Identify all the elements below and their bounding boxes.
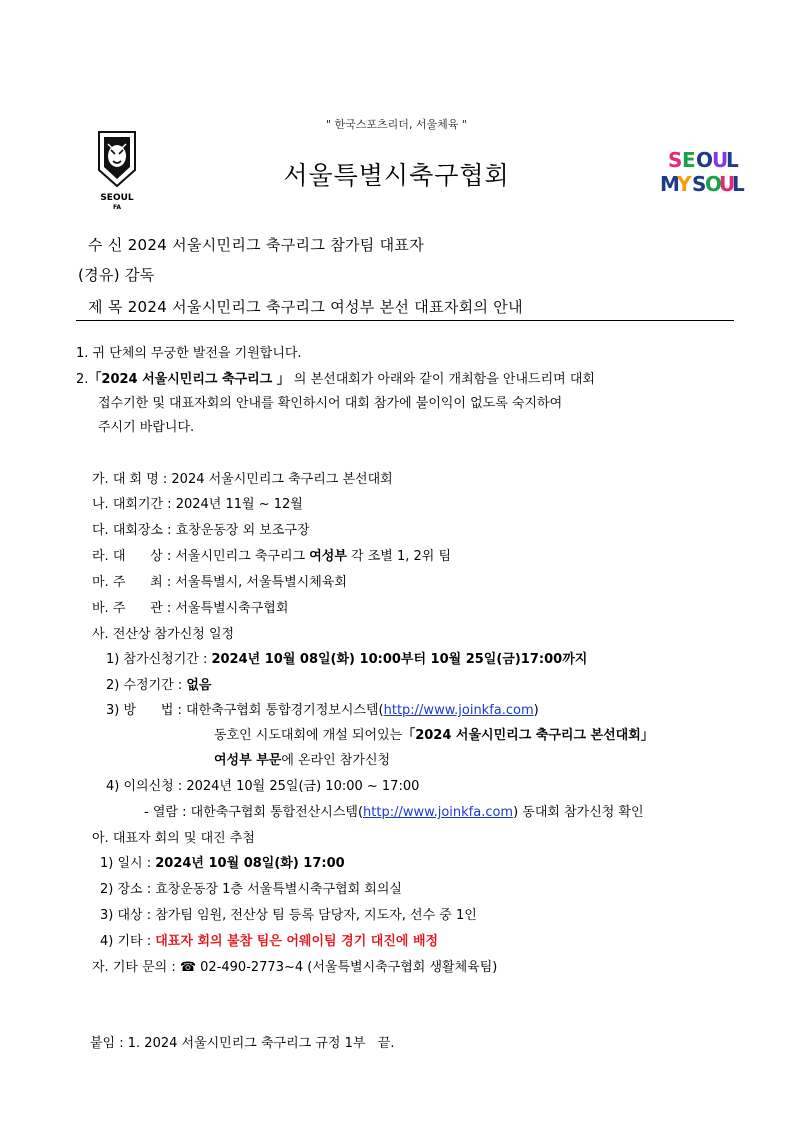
svg-text:L: L <box>726 148 739 172</box>
item-a4-label: 4) 기타 : <box>100 934 156 949</box>
item-ra-bold: 여성부 <box>309 549 347 564</box>
intro-p2-rest: 의 본선대회가 아래와 같이 개최함을 안내드리며 대회 <box>293 372 595 387</box>
item-da: 다. 대회장소 : 효창운동장 외 보조구장 <box>92 523 310 538</box>
svg-text:E: E <box>682 148 696 172</box>
item-ra <box>92 545 451 564</box>
svg-text:S: S <box>692 172 707 196</box>
svg-text:U: U <box>712 148 729 172</box>
item-a4-value: 대표자 회의 불참 팀은 어웨이팀 경기 대진에 배정 <box>155 934 439 949</box>
item-ja: 자. 기타 문의 : ☎ 02-490-2773~4 (서울특별시축구협회 생활체육팀) <box>92 960 498 975</box>
logo-text-bottom: FA <box>112 204 122 211</box>
slogan: " 한국스포츠리더, 서울체육 " <box>326 118 467 131</box>
item-sa3 <box>106 699 539 718</box>
intro-p2-line3: 주시기 바랍니다. <box>98 420 195 435</box>
intro-p2-prefix: 2. <box>76 372 89 387</box>
item-sa2-value: 없음 <box>186 678 212 693</box>
org-title: 서울특별시축구협회 <box>283 161 510 190</box>
seoul-my-soul-logo <box>660 147 745 196</box>
recipient-line: 수 신 2024 서울시민리그 축구리그 참가팀 대표자 <box>88 236 425 254</box>
svg-text:S: S <box>668 148 683 172</box>
item-ba: 바. 주 관 : 서울특별시축구협회 <box>92 601 289 616</box>
item-a: 아. 대표자 회의 및 대진 추첨 <box>92 831 255 846</box>
item-sa4-sub <box>144 801 644 820</box>
svg-text:L: L <box>732 172 745 196</box>
svg-text:M: M <box>660 172 680 196</box>
item-sa3-line2 <box>214 724 654 743</box>
item-a3: 3) 대상 : 참가팀 임원, 전산상 팀 등록 담당자, 지도자, 선수 중 1인 <box>100 908 477 923</box>
item-sa2-label: 2) 수정기간 : <box>106 678 187 693</box>
attachment: 붙임 : 1. 2024 서울시민리그 축구리그 규정 1부 끝. <box>90 1036 395 1051</box>
item-a1-value: 2024년 10월 08일(화) 17:00 <box>155 856 345 871</box>
item-sa3-line2-bold: 「2024 서울시민리그 축구리그 본선대회」 <box>402 728 654 743</box>
svg-text:O: O <box>696 148 714 172</box>
item-sa3-line3-bold: 여성부 부문 <box>214 753 282 768</box>
logo-text-top: SEOUL <box>100 193 134 203</box>
item-sa1-value: 2024년 10월 08일(화) 10:00부터 10월 25일(금)17:00까지 <box>211 652 588 667</box>
subject-line: 제 목 2024 서울시민리그 축구리그 여성부 본선 대표자회의 안내 <box>88 298 523 316</box>
intro-p2-line2: 접수기한 및 대표자회의 안내를 확인하시어 대회 참가에 불이익이 없도록 숙지하여 <box>98 396 563 411</box>
item-a1 <box>100 852 345 871</box>
league-name: 「2024 서울시민리그 축구리그 」 <box>88 372 290 387</box>
intro-p1: 1. 귀 단체의 무궁한 발전을 기원합니다. <box>76 346 302 361</box>
divider <box>76 320 734 321</box>
item-sa3-label: 3) 방 법 : 대한축구협회 통합경기정보시스템( <box>106 703 384 718</box>
item-ra-suffix: 각 조별 1, 2위 팀 <box>346 549 452 564</box>
item-sa4-sub-prefix: - 열람 : 대한축구협회 통합전산시스템( <box>144 805 364 820</box>
item-sa3-line3 <box>214 749 390 768</box>
item-sa1-label: 1) 참가신청기간 : <box>106 652 212 667</box>
item-ra-prefix: 라. 대 상 : 서울시민리그 축구리그 <box>92 549 310 564</box>
intro-p2 <box>76 368 595 387</box>
item-sa: 사. 전산상 참가신청 일정 <box>92 627 235 642</box>
svg-text:U: U <box>719 172 736 196</box>
item-sa3-close: ) <box>533 703 539 718</box>
joinkfa-link-2[interactable]: http://www.joinkfa.com <box>363 805 514 820</box>
item-sa1 <box>106 648 587 667</box>
item-a1-label: 1) 일시 : <box>100 856 156 871</box>
item-sa4: 4) 이의신청 : 2024년 10월 25일(금) 10:00 ~ 17:00 <box>106 779 420 794</box>
item-sa3-line3-rest: 에 온라인 참가신청 <box>281 753 391 768</box>
svg-text:O: O <box>705 172 723 196</box>
svg-text:Y: Y <box>677 172 692 196</box>
item-sa2 <box>106 674 211 693</box>
joinkfa-link[interactable]: http://www.joinkfa.com <box>383 703 534 718</box>
item-sa3-line2-prefix: 동호인 시도대회에 개설 되어있는 <box>214 728 403 743</box>
item-ma: 마. 주 최 : 서울특별시, 서울특별시체육회 <box>92 575 347 590</box>
item-a4 <box>100 930 438 949</box>
via-line: (경유) 감독 <box>78 266 155 284</box>
item-a2: 2) 장소 : 효창운동장 1층 서울특별시축구협회 회의실 <box>100 882 402 897</box>
item-na: 나. 대회기간 : 2024년 11월 ~ 12월 <box>92 497 303 512</box>
item-ga: 가. 대 회 명 : 2024 서울시민리그 축구리그 본선대회 <box>92 472 393 487</box>
item-sa4-sub-rest: ) 동대회 참가신청 확인 <box>513 805 644 820</box>
